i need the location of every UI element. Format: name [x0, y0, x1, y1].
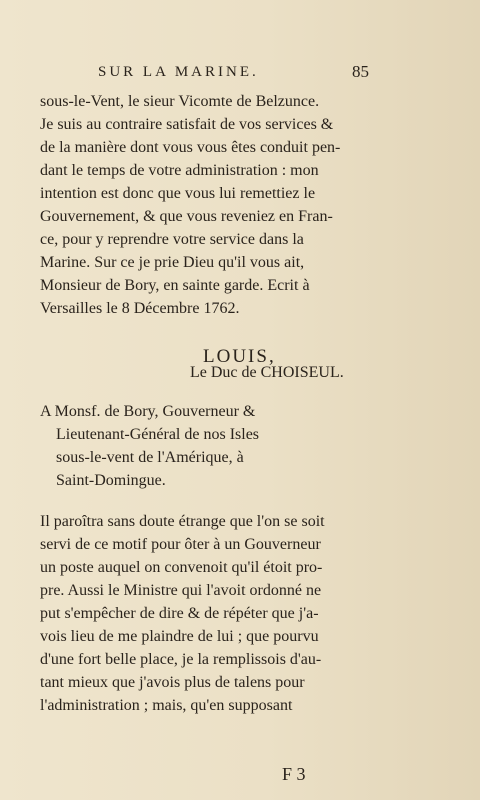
text-line: un poste auquel on convenoit qu'il étoit pro- — [40, 559, 323, 576]
text-line: l'administration ; mais, qu'en supposant — [40, 697, 293, 714]
addressee-line: sous-le-vent de l'Amérique, à — [56, 449, 244, 466]
text-line: servi de ce motif pour ôter à un Gouverneur — [40, 536, 321, 553]
addressee-line: A Monsf. de Bory, Gouverneur & — [40, 403, 256, 420]
text-line: ce, pour y reprendre votre service dans la — [40, 231, 304, 248]
text-line: Il paroîtra sans doute étrange que l'on se soit — [40, 513, 325, 530]
text-line: tant mieux que j'avois plus de talens pour — [40, 674, 305, 691]
text-line: Marine. Sur ce je prie Dieu qu'il vous ait, — [40, 254, 305, 271]
text-line: vois lieu de me plaindre de lui ; que pourvu — [40, 628, 319, 645]
signature-mark: F 3 — [282, 764, 306, 784]
text-line: Gouvernement, & que vous reveniez en Fran- — [40, 208, 333, 225]
letter-text — [40, 90, 440, 320]
text-line: intention est donc que vous lui remettiez le — [40, 185, 316, 202]
text-line: pre. Aussi le Ministre qui l'avoit ordonné ne — [40, 582, 322, 599]
running-header: SUR LA MARINE. — [98, 64, 259, 80]
addressee-line: Saint-Domingue. — [56, 472, 166, 489]
page-number: 85 — [352, 62, 369, 81]
text-line: Versailles le 8 Décembre 1762. — [40, 300, 240, 317]
signature-minister: Le Duc de CHOISEUL. — [190, 364, 344, 381]
text-line: Monsieur de Bory, en sainte garde. Ecrit à — [40, 277, 310, 294]
text-line: dant le temps de votre administration : mon — [40, 162, 319, 179]
commentary-text — [40, 510, 440, 717]
text-line: Je suis au contraire satisfait de vos services & — [40, 116, 334, 133]
addressee-block — [40, 400, 259, 492]
text-line: sous-le-Vent, le sieur Vicomte de Belzunce. — [40, 93, 320, 110]
signature-king: LOUIS, — [203, 346, 276, 367]
text-line: d'une fort belle place, je la remplissois d'au- — [40, 651, 322, 668]
text-line: put s'empêcher de dire & de répéter que j'a- — [40, 605, 319, 622]
addressee-line: Lieutenant-Général de nos Isles — [56, 426, 260, 443]
text-line: de la manière dont vous vous êtes conduit pen- — [40, 139, 341, 156]
